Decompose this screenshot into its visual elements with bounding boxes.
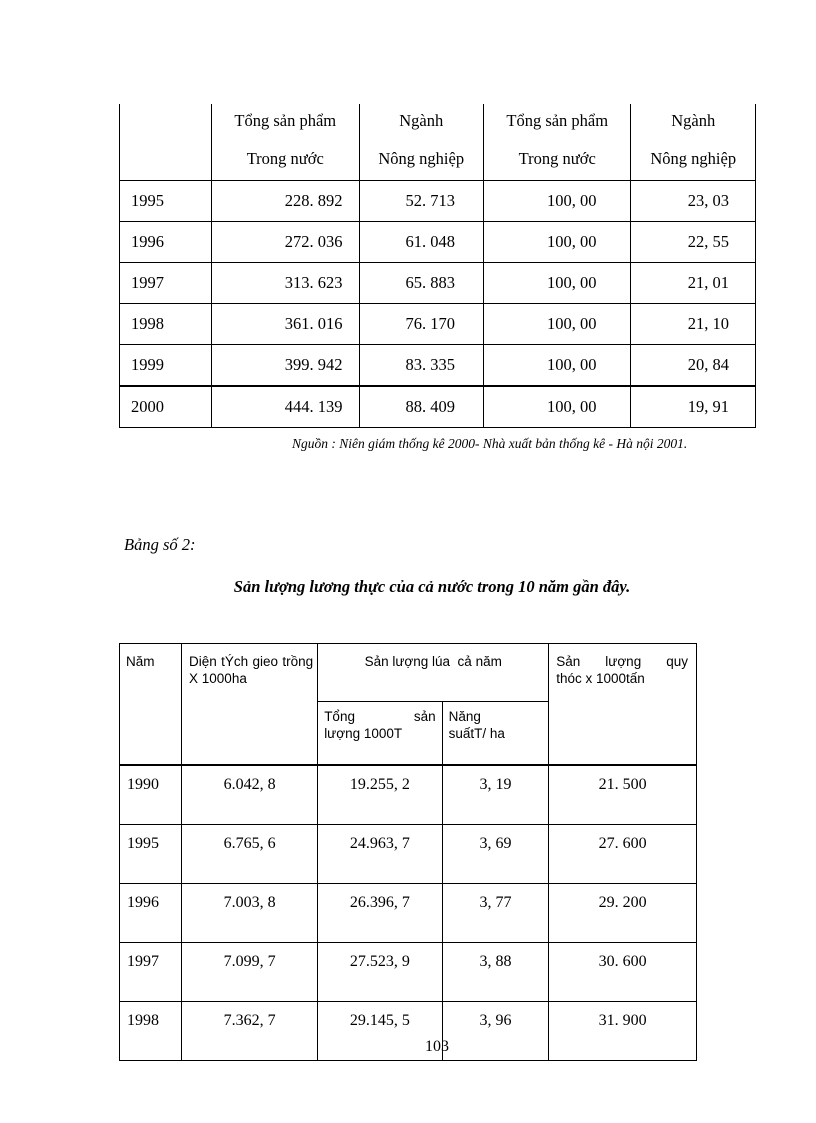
table2-cell-year: 1990	[120, 765, 182, 825]
table1-cell-agri: 52. 713	[359, 181, 483, 222]
page-number-text: 103	[425, 1038, 449, 1055]
table1-cell-agri-pct: 21, 10	[631, 304, 756, 345]
table2-header-output: Tổng sản lượng 1000T	[318, 702, 442, 766]
table1-cell-gdp-pct: 100, 00	[483, 386, 631, 428]
table2-cell-yield: 3, 77	[442, 884, 549, 943]
table2-header-area: Diện tÝch gieo trồng X 1000ha	[182, 644, 318, 766]
table2-title	[0, 577, 816, 597]
table1-cell-gdp: 399. 942	[212, 345, 360, 387]
table2-caption: Bảng số 2:	[124, 535, 196, 554]
table2-cell-output: 27.523, 9	[318, 943, 442, 1002]
table1-cell-gdp: 272. 036	[212, 222, 360, 263]
table1-cell-agri: 61. 048	[359, 222, 483, 263]
table1-cell-agri-pct: 19, 91	[631, 386, 756, 428]
table2-title-text: Sản lượng lương thực của cả nước trong 10 năm gần đây.	[233, 577, 631, 596]
table1-cell-gdp-pct: 100, 00	[483, 345, 631, 387]
rice-output-table	[119, 643, 697, 1061]
table-row	[120, 263, 756, 304]
table2-cell-grain: 21. 500	[549, 765, 697, 825]
table2-cell-area: 6.765, 6	[182, 825, 318, 884]
table1-cell-gdp-pct: 100, 00	[483, 181, 631, 222]
table1-header-agri-pct: Ngành Nông nghiệp	[631, 104, 756, 181]
table1-cell-agri-pct: 20, 84	[631, 345, 756, 387]
table1-header-row	[120, 104, 756, 181]
table2-cell-area: 7.099, 7	[182, 943, 318, 1002]
table1-cell-year: 2000	[120, 386, 212, 428]
table1-cell-year: 1996	[120, 222, 212, 263]
table1-cell-agri-pct: 23, 03	[631, 181, 756, 222]
table-row	[120, 825, 697, 884]
table1-cell-gdp-pct: 100, 00	[483, 263, 631, 304]
table2-cell-year: 1996	[120, 884, 182, 943]
table2-cell-year: 1998	[120, 1002, 182, 1061]
table1-cell-gdp-pct: 100, 00	[483, 304, 631, 345]
table-row	[120, 181, 756, 222]
table2-cell-year: 1995	[120, 825, 182, 884]
table2-cell-output: 19.255, 2	[318, 765, 442, 825]
table2-cell-area: 6.042, 8	[182, 765, 318, 825]
table-row	[120, 884, 697, 943]
table1-cell-agri: 65. 883	[359, 263, 483, 304]
table-row	[120, 386, 756, 428]
table2-cell-output: 26.396, 7	[318, 884, 442, 943]
table1-header-agri: Ngành Nông nghiệp	[359, 104, 483, 181]
table1-cell-agri-pct: 21, 01	[631, 263, 756, 304]
table1-cell-gdp: 444. 139	[212, 386, 360, 428]
page-number	[0, 1038, 816, 1056]
table1-cell-year: 1998	[120, 304, 212, 345]
table1-cell-year: 1999	[120, 345, 212, 387]
table1-cell-gdp-pct: 100, 00	[483, 222, 631, 263]
table2-cell-grain: 27. 600	[549, 825, 697, 884]
table2-cell-yield: 3, 69	[442, 825, 549, 884]
table1-cell-gdp: 361. 016	[212, 304, 360, 345]
table-row	[120, 943, 697, 1002]
table1-cell-gdp: 228. 892	[212, 181, 360, 222]
table2-cell-yield: 3, 88	[442, 943, 549, 1002]
table2-cell-grain: 31. 900	[549, 1002, 697, 1061]
table1-header-year	[120, 104, 212, 181]
table1-cell-agri-pct: 22, 55	[631, 222, 756, 263]
gdp-agriculture-table	[119, 104, 756, 428]
table2-cell-yield: 3, 96	[442, 1002, 549, 1061]
table2-header-year: Năm	[120, 644, 182, 766]
source-note: Nguồn : Niên giám thống kê 2000- Nhà xuất bản thống kê - Hà nội 2001.	[292, 436, 688, 451]
table1-header-gdp-pct: Tổng sản phẩm Trong nước	[483, 104, 631, 181]
table1-header-gdp: Tổng sản phẩm Trong nước	[212, 104, 360, 181]
table2-cell-yield: 3, 19	[442, 765, 549, 825]
table1-cell-year: 1997	[120, 263, 212, 304]
table2-header-yield: Năng suấtT/ ha	[442, 702, 549, 766]
table-row	[120, 304, 756, 345]
table2-cell-area: 7.362, 7	[182, 1002, 318, 1061]
table1-cell-agri: 76. 170	[359, 304, 483, 345]
table2-cell-grain: 30. 600	[549, 943, 697, 1002]
table-row	[120, 765, 697, 825]
table2-cell-grain: 29. 200	[549, 884, 697, 943]
table1-cell-agri: 83. 335	[359, 345, 483, 387]
table2-cell-area: 7.003, 8	[182, 884, 318, 943]
table1-cell-gdp: 313. 623	[212, 263, 360, 304]
table2-cell-output: 24.963, 7	[318, 825, 442, 884]
table1-cell-year: 1995	[120, 181, 212, 222]
table-row	[120, 222, 756, 263]
table2-header-grain: Sản lượng quy thóc x 1000tấn	[549, 644, 697, 766]
table2-header-rice: Sản lượng lúa cả năm	[318, 644, 549, 702]
table-row	[120, 345, 756, 387]
table2-cell-output: 29.145, 5	[318, 1002, 442, 1061]
table2-header-row	[120, 644, 697, 702]
table2-cell-year: 1997	[120, 943, 182, 1002]
table1-cell-agri: 88. 409	[359, 386, 483, 428]
